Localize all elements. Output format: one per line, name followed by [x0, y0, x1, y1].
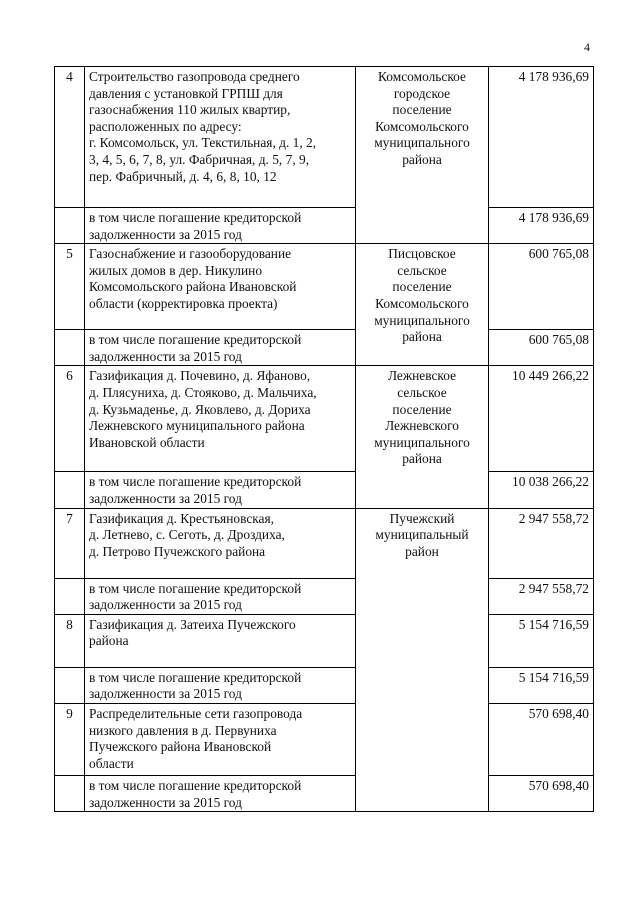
table-row: [55, 366, 594, 472]
row-subdescription: в том числе погашение кредиторской задолженности за 2015 год: [85, 208, 356, 244]
subamount-cell: 5 154 716,59: [489, 667, 594, 703]
row-description: Газификация д. Крестьяновская, д. Летнево, с. Сеготь, д. Дроздиха, д. Петрово Пучежского района: [85, 508, 356, 578]
row-description: Распределительные сети газопровода низкого давления в д. Первуниха Пучежского района Ивановской области: [85, 703, 356, 775]
recipient-cell: Комсомольское городское поселение Комсомольского муниципального района: [356, 67, 489, 244]
empty-number-cell: [55, 667, 85, 703]
subamount-cell: 2 947 558,72: [489, 578, 594, 614]
subamount-cell: 600 765,08: [489, 330, 594, 366]
row-description: Газоснабжение и газооборудование жилых домов в дер. Никулино Комсомольского района Ивановской области (корректировка проекта): [85, 244, 356, 330]
empty-number-cell: [55, 330, 85, 366]
row-description: Газификация д. Затеиха Пучежского района: [85, 614, 356, 667]
row-number: 5: [55, 244, 85, 330]
recipient-cell: Пучежский муниципальный район: [356, 508, 489, 812]
recipient-cell: Писцовское сельское поселение Комсомольского муниципального района: [356, 244, 489, 366]
row-subdescription: в том числе погашение кредиторской задолженности за 2015 год: [85, 578, 356, 614]
row-number: 4: [55, 67, 85, 208]
table-row: [55, 67, 594, 208]
row-number: 6: [55, 366, 85, 472]
amount-cell: 4 178 936,69: [489, 67, 594, 208]
recipient-cell: Лежневское сельское поселение Лежневского муниципального района: [356, 366, 489, 508]
table-row: [55, 703, 594, 775]
row-subdescription: в том числе погашение кредиторской задолженности за 2015 год: [85, 472, 356, 508]
amount-cell: 5 154 716,59: [489, 614, 594, 667]
table-row: [55, 508, 594, 578]
subamount-cell: 10 038 266,22: [489, 472, 594, 508]
row-description: Газификация д. Почевино, д. Яфаново, д. Плясуниха, д. Стояково, д. Мальчиха, д. Кузьмаденье, д. Яковлево, д. Дориха Лежневского муниципального района Ивановской области: [85, 366, 356, 472]
amount-cell: 10 449 266,22: [489, 366, 594, 472]
row-number: 7: [55, 508, 85, 578]
table-row: [55, 667, 594, 703]
amount-cell: 570 698,40: [489, 703, 594, 775]
subamount-cell: 4 178 936,69: [489, 208, 594, 244]
row-number: 8: [55, 614, 85, 667]
empty-number-cell: [55, 208, 85, 244]
page-number: 4: [584, 40, 590, 54]
table-row: [55, 472, 594, 508]
row-number: 9: [55, 703, 85, 775]
table-row: [55, 578, 594, 614]
empty-number-cell: [55, 472, 85, 508]
table-row: [55, 244, 594, 330]
table-row: [55, 775, 594, 811]
amount-cell: 600 765,08: [489, 244, 594, 330]
row-subdescription: в том числе погашение кредиторской задолженности за 2015 год: [85, 775, 356, 811]
empty-number-cell: [55, 775, 85, 811]
row-description: Строительство газопровода среднего давления с установкой ГРПШ для газоснабжения 110 жилых квартир, расположенных по адресу: г. Комсомольск, ул. Текстильная, д. 1, 2, 3, 4, 5, 6, 7, 8, ул. Фабричная, д. 5, 7, 9, пер. Фабричный, д. 4, 6, 8, 10, 12: [85, 67, 356, 208]
table-row: [55, 614, 594, 667]
table-row: [55, 330, 594, 366]
row-subdescription: в том числе погашение кредиторской задолженности за 2015 год: [85, 667, 356, 703]
subamount-cell: 570 698,40: [489, 775, 594, 811]
empty-number-cell: [55, 578, 85, 614]
amount-cell: 2 947 558,72: [489, 508, 594, 578]
table-row: [55, 208, 594, 244]
row-subdescription: в том числе погашение кредиторской задолженности за 2015 год: [85, 330, 356, 366]
budget-table: [54, 66, 594, 812]
